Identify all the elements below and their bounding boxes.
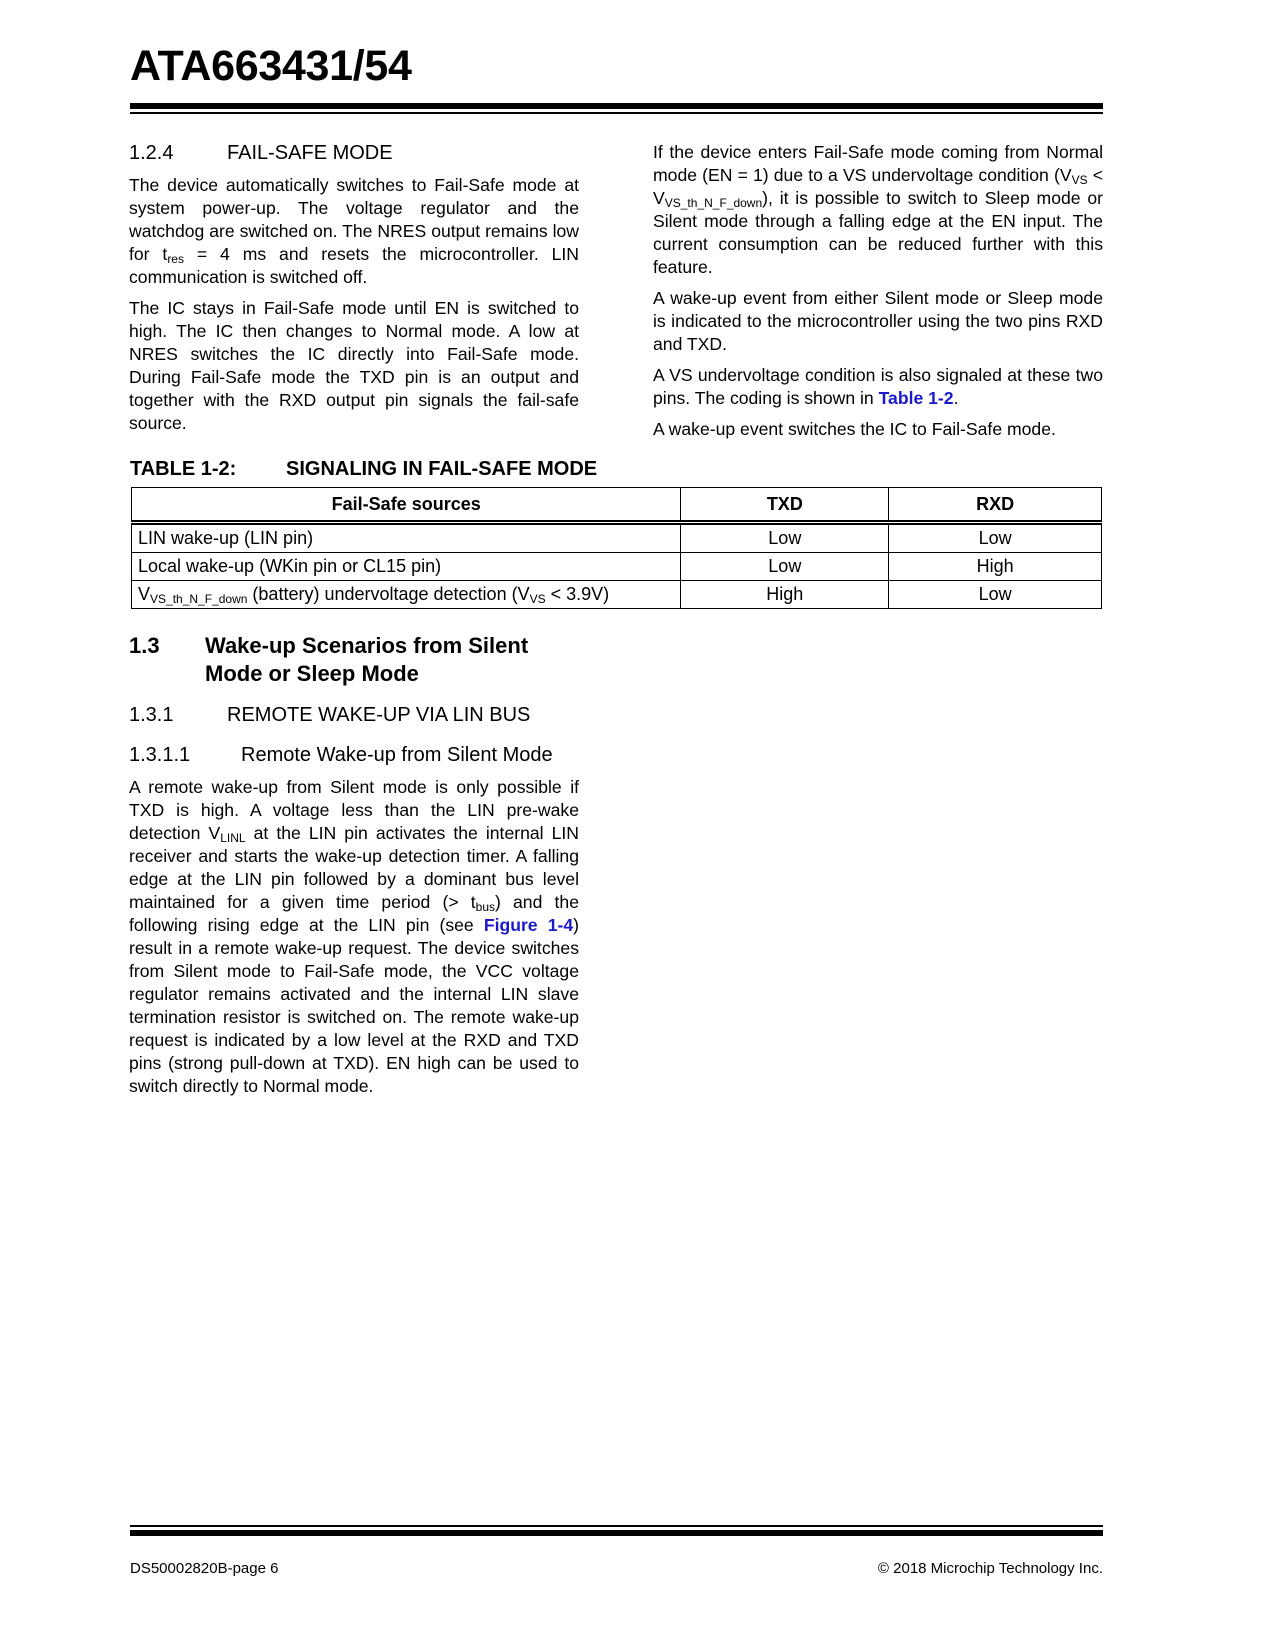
section-number: 1.3.1.1 <box>129 744 191 766</box>
paragraph-remote-wakeup: A remote wake-up from Silent mode is only possible if TXD is high. A voltage less than the LIN pre-wake detection $V_{LINL}$ at the LIN pin activates the internal LIN receiver and starts the wake-up detection timer. A falling edge at the LIN pin followed by a dominant bus level maintained for a given time period (> $t_{bus}$) and the following rising edge at the LIN pin (see Figure 1-4) result in a remote wake-up request. The device switches from Silent mode to Fail-Safe mode, the VCC voltage regulator remains activated and the internal LIN slave termination resistor is switched on. The remote wake-up request is indicated by a low level at the RXD and TXD pins (strong pull-down at TXD). EN high can be used to switch directly to Normal mode. <box>129 777 579 1096</box>
paragraph-undervoltage: If the device enters Fail-Safe mode coming from Normal mode (EN = 1) due to a VS undervoltage condition $(V_{VS} < V_{VS\_th\_N\_F\_down})$, it is possible to switch to Sleep mode or Silent mode through a falling edge at the EN input. The current consumption can be reduced further with this feature. <box>653 142 1103 277</box>
right-column <box>653 141 1103 449</box>
cell-txd: Low <box>681 553 889 581</box>
table-row <box>132 523 1102 553</box>
cell-rxd: Low <box>889 523 1102 553</box>
header-txd: TXD <box>681 488 889 523</box>
section-heading-1-2-4 <box>129 140 579 166</box>
table-header-row <box>132 488 1102 523</box>
footer-copyright: © 2018 Microchip Technology Inc. <box>877 1560 1103 1577</box>
paragraph-vs-signaled: A VS undervoltage condition is also signaled at these two pins. The coding is shown in Table 1-2. <box>653 365 1103 408</box>
table-row <box>132 553 1102 581</box>
header-rule-thin <box>130 112 1103 114</box>
section-heading-1-3-1 <box>129 702 579 728</box>
cell-rxd: High <box>889 553 1102 581</box>
cell-txd: Low <box>681 523 889 553</box>
cell-txd: High <box>681 581 889 609</box>
paragraph-fail-safe-1: The device automatically switches to Fail-Safe mode at system power-up. The voltage regulator and the watchdog are switched on. The NRES output remains low for $t_{res} = 4$ ms and resets the microcontroller. LIN communication is switched off. <box>129 175 579 287</box>
section-number: 1.3 <box>129 633 160 658</box>
table-row <box>132 581 1102 609</box>
table-1-2-link[interactable]: Table 1-2 <box>878 388 954 408</box>
signaling-table <box>131 487 1102 609</box>
section-1-3 <box>129 632 579 1106</box>
section-title: Remote Wake-up from Silent Mode <box>241 744 553 766</box>
paragraph-wakeup-event: A wake-up event from either Silent mode or Sleep mode is indicated to the microcontroller using the two pins RXD and TXD. <box>653 288 1103 354</box>
section-title: Wake-up Scenarios from Silent Mode or Sleep Mode <box>205 633 529 686</box>
cell-source: LIN wake-up (LIN pin) <box>132 523 681 553</box>
cell-rxd: Low <box>889 581 1102 609</box>
footer-rule-thick <box>130 1530 1103 1536</box>
cell-source: Local wake-up (WKin pin or CL15 pin) <box>132 553 681 581</box>
table-caption <box>130 458 597 481</box>
document-title: ATA663431/54 <box>130 42 412 90</box>
section-number: 1.3.1 <box>129 704 174 726</box>
table-caption-title: SIGNALING IN FAIL-SAFE MODE <box>286 458 598 480</box>
table-caption-number: TABLE 1-2: <box>130 458 237 480</box>
left-column <box>129 140 579 443</box>
header-rule-thick <box>130 103 1103 109</box>
paragraph-fail-safe-2: The IC stays in Fail-Safe mode until EN is switched to high. The IC then changes to Normal mode. A low at NRES switches the IC directly into Fail-Safe mode. During Fail-Safe mode the TXD pin is an output and together with the RXD output pin signals the fail-safe source. <box>129 298 579 433</box>
figure-1-4-link[interactable]: Figure 1-4 <box>483 915 574 935</box>
footer-page-id: DS50002820B-page 6 <box>130 1560 279 1577</box>
section-heading-1-3 <box>129 632 579 688</box>
header-fail-safe-sources: Fail-Safe sources <box>132 488 681 523</box>
footer-rule-thin <box>130 1525 1103 1527</box>
section-number: 1.2.4 <box>129 142 174 164</box>
section-heading-1-3-1-1 <box>129 742 579 768</box>
section-title: FAIL-SAFE MODE <box>227 142 393 164</box>
cell-source: $V_{VS\_th\_N\_F\_down}$ (battery) undervoltage detection $(V_{VS} < 3.9V)$ <box>132 581 681 609</box>
section-title: REMOTE WAKE-UP VIA LIN BUS <box>227 704 531 726</box>
header-rxd: RXD <box>889 488 1102 523</box>
paragraph-wakeup-switch: A wake-up event switches the IC to Fail-Safe mode. <box>653 419 1056 439</box>
